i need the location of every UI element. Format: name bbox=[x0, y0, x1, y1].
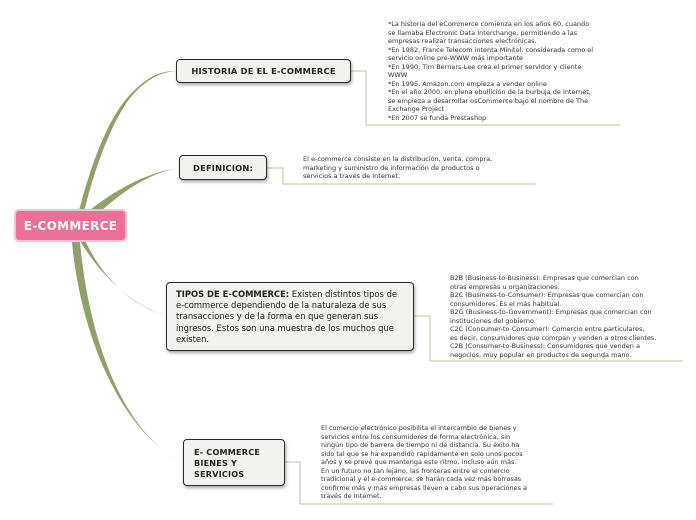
branch-historia bbox=[74, 71, 176, 230]
note-line: tradicional y el e-commerce, se harán cada vez más borrosas bbox=[321, 475, 522, 483]
topic-tipos-title: TIPOS DE E-COMMERCE: bbox=[176, 289, 290, 299]
note-line: marketing y suministro de información de productos o bbox=[303, 163, 480, 172]
note-line: El comercio electrónico posibilita el intercambio de bienes y bbox=[321, 424, 517, 432]
note-line: ningún tipo de barrera de tiempo ni de distancia. Su éxito ha bbox=[321, 441, 520, 449]
note-line: es decir, consumidores que comrpan y venden a otros clientes. bbox=[450, 333, 657, 342]
note-line: confirme más y más empresas lleven a cabo sus operaciones a bbox=[321, 483, 528, 492]
topic-definicion[interactable]: DEFINICION: bbox=[179, 155, 267, 180]
note-tipos bbox=[450, 274, 686, 359]
note-line: *En 1982, France Telecom intenta Minitel, considerada como el bbox=[388, 45, 594, 54]
topic-tipos-description: Existen distintos tipos de e-commerce dependiendo de la naturaleza de sus transacciones y de la forma en que generan sus ingresos. Estos son una muestra de los muchos que existen. bbox=[176, 289, 398, 344]
note-line: WWW bbox=[388, 71, 408, 79]
topic-servicios[interactable]: E- COMMERCE BIENES Y SERVICIOS bbox=[183, 439, 285, 486]
note-line: B2C (Business-to-Consumer): Empresas que comercian con bbox=[450, 291, 644, 299]
note-line: se empieza a desarrollar osCommerce bajo el nombre de The bbox=[388, 96, 589, 105]
note-line: Exchange Project bbox=[388, 105, 445, 113]
note-line: se llamaba Electronic Data Interchange, permitiendo a las bbox=[388, 28, 578, 37]
root-node[interactable]: E-COMMERCE bbox=[14, 209, 127, 242]
note-line: consumidores. Es el más habitual. bbox=[450, 299, 562, 308]
topic-tipos[interactable] bbox=[166, 282, 414, 351]
branch-servicios bbox=[72, 242, 183, 463]
note-line: C2B (Consumer-to-Business): Consumidores que venden a bbox=[450, 342, 640, 350]
note-definicion bbox=[303, 155, 528, 181]
note-line: años y se prevé que mantenga este ritmo, incluso aún más. bbox=[321, 458, 517, 466]
note-line: negocios, muy popular en productos de segunda mano. bbox=[450, 350, 632, 359]
note-line: *En 1995, Amazon.com empieza a vender online bbox=[388, 79, 547, 88]
topic-historia[interactable]: HISTORIA DE EL E-COMMERCE bbox=[176, 59, 351, 83]
note-line: empresas realizar transacciones electrónicas. bbox=[388, 37, 537, 45]
note-line: instituciones del gobierno. bbox=[450, 316, 536, 325]
note-line: *La historia del eCommerce comienza en los años 60, cuando bbox=[388, 20, 590, 28]
note-line: *En 2007 se funda Prestashop bbox=[388, 113, 487, 122]
note-line: servicios a través de Internet. bbox=[303, 172, 401, 180]
note-line: B2G (Business-to-Government): Empresas que comercian con bbox=[450, 308, 652, 316]
branch-tipos bbox=[76, 234, 166, 316]
note-line: través de Internet. bbox=[321, 492, 382, 500]
note-line: otras empresas u organizaciones. bbox=[450, 282, 560, 291]
note-line: En un futuro no tan lejano, las fronteras entre el comercio bbox=[321, 466, 510, 475]
note-historia bbox=[388, 20, 623, 122]
note-line: B2B (Business-to-Business): Empresas que comercian con bbox=[450, 274, 639, 282]
note-line: C2C (Consumer-to-Consumer): Comercio entre particulares, bbox=[450, 325, 645, 333]
note-line: El e-commerce consiste en la distribución, venta, compra, bbox=[303, 155, 493, 163]
note-line: *En el año 2000, en plena ebullición de la burbuja de Internet, bbox=[388, 88, 591, 96]
note-line: sido tal que se ha expandido rápidamente en solo unos pocos bbox=[321, 449, 523, 458]
note-servicios bbox=[321, 424, 551, 501]
note-line: *En 1990, Tim Berners-Lee crea el primer servidor y cliente bbox=[388, 62, 582, 71]
note-line: servicio online pre-WWW más importante bbox=[388, 54, 523, 62]
note-line: servicios entre los consumidores de forma electrónica, sin bbox=[321, 432, 511, 441]
